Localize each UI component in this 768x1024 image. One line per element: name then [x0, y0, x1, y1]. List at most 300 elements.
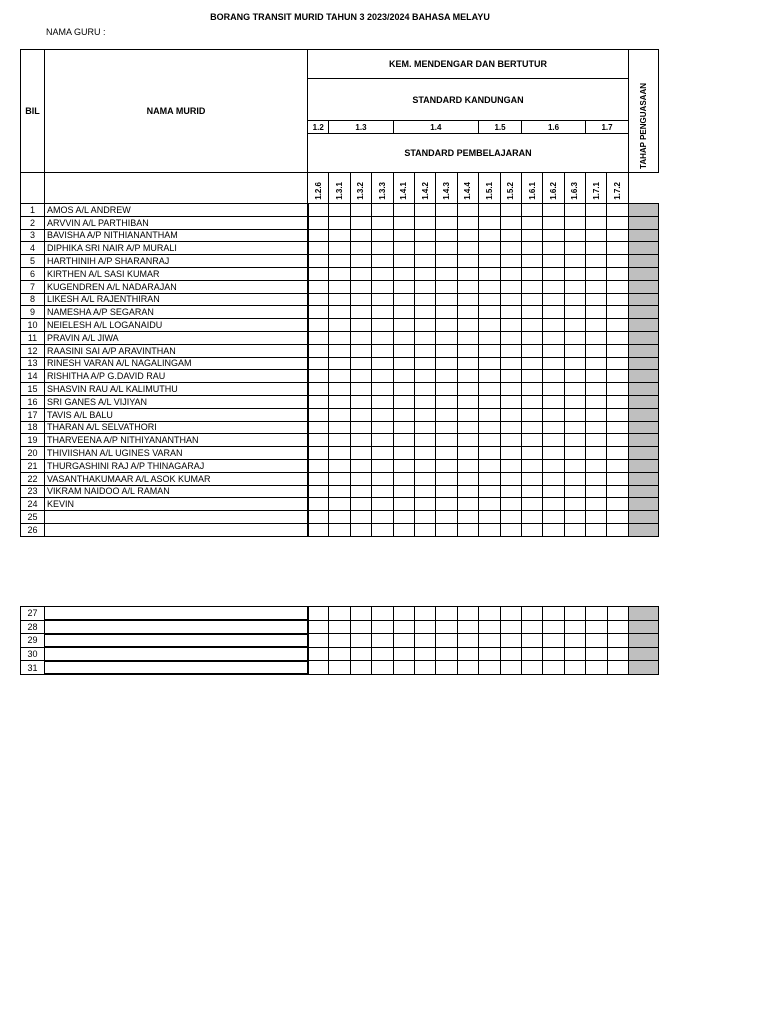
assessment-cell[interactable] [521, 293, 542, 306]
student-name[interactable]: SHASVIN RAU A/L KALIMUTHU [45, 383, 308, 396]
assessment-cell[interactable] [393, 306, 414, 319]
student-name[interactable] [45, 634, 308, 648]
assessment-cell[interactable] [457, 620, 478, 634]
assessment-cell[interactable] [393, 485, 414, 498]
assessment-cell[interactable] [521, 255, 542, 268]
assessment-cell[interactable] [414, 357, 435, 370]
assessment-cell[interactable] [479, 395, 500, 408]
assessment-cell[interactable] [479, 498, 500, 511]
assessment-cell[interactable] [393, 647, 414, 661]
assessment-cell[interactable] [500, 357, 521, 370]
assessment-cell[interactable] [393, 370, 414, 383]
assessment-cell[interactable] [308, 647, 329, 661]
assessment-cell[interactable] [607, 306, 628, 319]
assessment-cell[interactable] [393, 216, 414, 229]
assessment-cell[interactable] [308, 204, 329, 217]
assessment-cell[interactable] [500, 293, 521, 306]
assessment-cell[interactable] [329, 395, 350, 408]
assessment-cell[interactable] [372, 472, 393, 485]
assessment-cell[interactable] [457, 383, 478, 396]
assessment-cell[interactable] [308, 620, 329, 634]
student-name[interactable] [45, 661, 308, 675]
assessment-cell[interactable] [308, 370, 329, 383]
assessment-cell[interactable] [436, 661, 457, 675]
student-name[interactable]: KEVIN [45, 498, 308, 511]
assessment-cell[interactable] [479, 242, 500, 255]
assessment-cell[interactable] [308, 634, 329, 648]
assessment-cell[interactable] [329, 204, 350, 217]
assessment-cell[interactable] [372, 523, 393, 536]
assessment-cell[interactable] [372, 459, 393, 472]
assessment-cell[interactable] [543, 370, 564, 383]
assessment-cell[interactable] [329, 293, 350, 306]
assessment-cell[interactable] [543, 511, 564, 524]
tahap-penguasaan-cell[interactable] [628, 344, 658, 357]
assessment-cell[interactable] [607, 370, 628, 383]
assessment-cell[interactable] [521, 383, 542, 396]
assessment-cell[interactable] [329, 267, 350, 280]
assessment-cell[interactable] [414, 523, 435, 536]
assessment-cell[interactable] [436, 357, 457, 370]
assessment-cell[interactable] [457, 229, 478, 242]
assessment-cell[interactable] [414, 229, 435, 242]
assessment-cell[interactable] [564, 485, 585, 498]
assessment-cell[interactable] [393, 280, 414, 293]
assessment-cell[interactable] [586, 485, 607, 498]
assessment-cell[interactable] [414, 280, 435, 293]
assessment-cell[interactable] [500, 485, 521, 498]
student-name[interactable]: DIPHIKA SRI NAIR A/P MURALI [45, 242, 308, 255]
assessment-cell[interactable] [372, 647, 393, 661]
assessment-cell[interactable] [543, 485, 564, 498]
assessment-cell[interactable] [457, 293, 478, 306]
assessment-cell[interactable] [479, 447, 500, 460]
assessment-cell[interactable] [521, 229, 542, 242]
assessment-cell[interactable] [500, 383, 521, 396]
assessment-cell[interactable] [393, 498, 414, 511]
assessment-cell[interactable] [543, 267, 564, 280]
assessment-cell[interactable] [543, 661, 564, 675]
assessment-cell[interactable] [543, 523, 564, 536]
student-name[interactable]: THARVEENA A/P NITHIYANANTHAN [45, 434, 308, 447]
assessment-cell[interactable] [372, 634, 393, 648]
assessment-cell[interactable] [372, 485, 393, 498]
assessment-cell[interactable] [372, 229, 393, 242]
assessment-cell[interactable] [500, 408, 521, 421]
student-name[interactable]: HARTHINIH A/P SHARANRAJ [45, 255, 308, 268]
assessment-cell[interactable] [500, 229, 521, 242]
assessment-cell[interactable] [350, 331, 371, 344]
assessment-cell[interactable] [393, 204, 414, 217]
assessment-cell[interactable] [350, 306, 371, 319]
assessment-cell[interactable] [350, 229, 371, 242]
assessment-cell[interactable] [564, 498, 585, 511]
tahap-penguasaan-cell[interactable] [628, 485, 658, 498]
assessment-cell[interactable] [393, 293, 414, 306]
tahap-penguasaan-cell[interactable] [628, 620, 658, 634]
assessment-cell[interactable] [393, 242, 414, 255]
assessment-cell[interactable] [586, 498, 607, 511]
assessment-cell[interactable] [586, 620, 607, 634]
tahap-penguasaan-cell[interactable] [628, 370, 658, 383]
assessment-cell[interactable] [457, 447, 478, 460]
tahap-penguasaan-cell[interactable] [628, 472, 658, 485]
assessment-cell[interactable] [479, 634, 500, 648]
student-name[interactable]: SRI GANES A/L VIJIYAN [45, 395, 308, 408]
assessment-cell[interactable] [350, 383, 371, 396]
assessment-cell[interactable] [393, 511, 414, 524]
assessment-cell[interactable] [436, 647, 457, 661]
assessment-cell[interactable] [500, 523, 521, 536]
assessment-cell[interactable] [607, 242, 628, 255]
assessment-cell[interactable] [586, 383, 607, 396]
assessment-cell[interactable] [393, 472, 414, 485]
assessment-cell[interactable] [521, 319, 542, 332]
assessment-cell[interactable] [521, 280, 542, 293]
student-name[interactable]: THARAN A/L SELVATHORI [45, 421, 308, 434]
assessment-cell[interactable] [372, 447, 393, 460]
assessment-cell[interactable] [500, 242, 521, 255]
assessment-cell[interactable] [436, 331, 457, 344]
assessment-cell[interactable] [457, 485, 478, 498]
assessment-cell[interactable] [372, 255, 393, 268]
assessment-cell[interactable] [586, 434, 607, 447]
assessment-cell[interactable] [350, 498, 371, 511]
assessment-cell[interactable] [329, 511, 350, 524]
assessment-cell[interactable] [350, 242, 371, 255]
assessment-cell[interactable] [329, 319, 350, 332]
assessment-cell[interactable] [415, 661, 436, 675]
student-name[interactable] [45, 511, 308, 524]
assessment-cell[interactable] [436, 421, 457, 434]
assessment-cell[interactable] [436, 383, 457, 396]
assessment-cell[interactable] [607, 421, 628, 434]
assessment-cell[interactable] [607, 498, 628, 511]
assessment-cell[interactable] [329, 229, 350, 242]
assessment-cell[interactable] [308, 434, 329, 447]
assessment-cell[interactable] [372, 357, 393, 370]
assessment-cell[interactable] [586, 607, 607, 621]
assessment-cell[interactable] [308, 498, 329, 511]
student-name[interactable]: LIKESH A/L RAJENTHIRAN [45, 293, 308, 306]
assessment-cell[interactable] [350, 447, 371, 460]
assessment-cell[interactable] [607, 357, 628, 370]
assessment-cell[interactable] [521, 485, 542, 498]
tahap-penguasaan-cell[interactable] [628, 293, 658, 306]
assessment-cell[interactable] [372, 498, 393, 511]
assessment-cell[interactable] [329, 647, 350, 661]
tahap-penguasaan-cell[interactable] [628, 634, 658, 648]
assessment-cell[interactable] [500, 634, 521, 648]
assessment-cell[interactable] [479, 293, 500, 306]
assessment-cell[interactable] [414, 255, 435, 268]
assessment-cell[interactable] [543, 498, 564, 511]
assessment-cell[interactable] [457, 204, 478, 217]
assessment-cell[interactable] [329, 216, 350, 229]
assessment-cell[interactable] [414, 344, 435, 357]
tahap-penguasaan-cell[interactable] [628, 523, 658, 536]
assessment-cell[interactable] [543, 204, 564, 217]
assessment-cell[interactable] [329, 370, 350, 383]
assessment-cell[interactable] [564, 357, 585, 370]
assessment-cell[interactable] [308, 607, 329, 621]
assessment-cell[interactable] [543, 434, 564, 447]
assessment-cell[interactable] [521, 459, 542, 472]
tahap-penguasaan-cell[interactable] [628, 421, 658, 434]
assessment-cell[interactable] [393, 634, 414, 648]
assessment-cell[interactable] [329, 485, 350, 498]
assessment-cell[interactable] [521, 607, 542, 621]
assessment-cell[interactable] [350, 280, 371, 293]
assessment-cell[interactable] [436, 319, 457, 332]
student-name[interactable]: VASANTHAKUMAAR A/L ASOK KUMAR [45, 472, 308, 485]
assessment-cell[interactable] [308, 229, 329, 242]
assessment-cell[interactable] [308, 344, 329, 357]
assessment-cell[interactable] [586, 647, 607, 661]
assessment-cell[interactable] [543, 242, 564, 255]
assessment-cell[interactable] [372, 408, 393, 421]
assessment-cell[interactable] [308, 459, 329, 472]
assessment-cell[interactable] [329, 661, 350, 675]
assessment-cell[interactable] [415, 647, 436, 661]
assessment-cell[interactable] [607, 634, 628, 648]
assessment-cell[interactable] [500, 370, 521, 383]
assessment-cell[interactable] [457, 306, 478, 319]
assessment-cell[interactable] [372, 511, 393, 524]
assessment-cell[interactable] [521, 267, 542, 280]
assessment-cell[interactable] [564, 306, 585, 319]
assessment-cell[interactable] [372, 661, 393, 675]
student-name[interactable]: TAVIS A/L BALU [45, 408, 308, 421]
assessment-cell[interactable] [586, 421, 607, 434]
assessment-cell[interactable] [350, 319, 371, 332]
assessment-cell[interactable] [393, 229, 414, 242]
assessment-cell[interactable] [372, 242, 393, 255]
assessment-cell[interactable] [500, 204, 521, 217]
assessment-cell[interactable] [564, 267, 585, 280]
assessment-cell[interactable] [607, 383, 628, 396]
assessment-cell[interactable] [479, 647, 500, 661]
assessment-cell[interactable] [414, 434, 435, 447]
assessment-cell[interactable] [543, 620, 564, 634]
assessment-cell[interactable] [436, 498, 457, 511]
assessment-cell[interactable] [457, 395, 478, 408]
assessment-cell[interactable] [457, 255, 478, 268]
assessment-cell[interactable] [308, 255, 329, 268]
assessment-cell[interactable] [436, 229, 457, 242]
assessment-cell[interactable] [479, 620, 500, 634]
tahap-penguasaan-cell[interactable] [628, 267, 658, 280]
assessment-cell[interactable] [500, 511, 521, 524]
assessment-cell[interactable] [436, 523, 457, 536]
assessment-cell[interactable] [543, 319, 564, 332]
assessment-cell[interactable] [350, 204, 371, 217]
assessment-cell[interactable] [543, 634, 564, 648]
assessment-cell[interactable] [607, 485, 628, 498]
assessment-cell[interactable] [372, 620, 393, 634]
assessment-cell[interactable] [350, 255, 371, 268]
assessment-cell[interactable] [329, 459, 350, 472]
assessment-cell[interactable] [607, 293, 628, 306]
assessment-cell[interactable] [479, 383, 500, 396]
assessment-cell[interactable] [457, 280, 478, 293]
assessment-cell[interactable] [543, 607, 564, 621]
assessment-cell[interactable] [607, 408, 628, 421]
assessment-cell[interactable] [564, 511, 585, 524]
assessment-cell[interactable] [350, 620, 371, 634]
assessment-cell[interactable] [308, 293, 329, 306]
student-name[interactable]: ARVVIN A/L PARTHIBAN [45, 216, 308, 229]
assessment-cell[interactable] [607, 472, 628, 485]
assessment-cell[interactable] [564, 620, 585, 634]
assessment-cell[interactable] [329, 421, 350, 434]
assessment-cell[interactable] [414, 459, 435, 472]
assessment-cell[interactable] [457, 607, 478, 621]
assessment-cell[interactable] [436, 344, 457, 357]
assessment-cell[interactable] [415, 634, 436, 648]
assessment-cell[interactable] [457, 511, 478, 524]
assessment-cell[interactable] [607, 434, 628, 447]
assessment-cell[interactable] [607, 255, 628, 268]
assessment-cell[interactable] [350, 370, 371, 383]
assessment-cell[interactable] [500, 255, 521, 268]
assessment-cell[interactable] [586, 357, 607, 370]
assessment-cell[interactable] [564, 395, 585, 408]
assessment-cell[interactable] [393, 447, 414, 460]
assessment-cell[interactable] [414, 293, 435, 306]
assessment-cell[interactable] [393, 267, 414, 280]
student-name[interactable]: RINESH VARAN A/L NAGALINGAM [45, 357, 308, 370]
assessment-cell[interactable] [479, 255, 500, 268]
assessment-cell[interactable] [457, 344, 478, 357]
tahap-penguasaan-cell[interactable] [628, 216, 658, 229]
assessment-cell[interactable] [586, 459, 607, 472]
assessment-cell[interactable] [329, 620, 350, 634]
assessment-cell[interactable] [586, 472, 607, 485]
assessment-cell[interactable] [479, 267, 500, 280]
assessment-cell[interactable] [607, 216, 628, 229]
tahap-penguasaan-cell[interactable] [628, 242, 658, 255]
assessment-cell[interactable] [414, 472, 435, 485]
assessment-cell[interactable] [607, 395, 628, 408]
assessment-cell[interactable] [607, 620, 628, 634]
tahap-penguasaan-cell[interactable] [628, 383, 658, 396]
assessment-cell[interactable] [607, 267, 628, 280]
assessment-cell[interactable] [586, 661, 607, 675]
tahap-penguasaan-cell[interactable] [628, 255, 658, 268]
assessment-cell[interactable] [479, 357, 500, 370]
assessment-cell[interactable] [543, 255, 564, 268]
assessment-cell[interactable] [329, 523, 350, 536]
assessment-cell[interactable] [308, 383, 329, 396]
assessment-cell[interactable] [308, 331, 329, 344]
assessment-cell[interactable] [436, 472, 457, 485]
student-name[interactable]: BAVISHA A/P NITHIANANTHAM [45, 229, 308, 242]
assessment-cell[interactable] [372, 216, 393, 229]
assessment-cell[interactable] [586, 267, 607, 280]
assessment-cell[interactable] [586, 634, 607, 648]
assessment-cell[interactable] [350, 485, 371, 498]
assessment-cell[interactable] [329, 447, 350, 460]
assessment-cell[interactable] [436, 408, 457, 421]
assessment-cell[interactable] [586, 511, 607, 524]
assessment-cell[interactable] [543, 357, 564, 370]
student-name[interactable] [45, 607, 308, 621]
assessment-cell[interactable] [564, 319, 585, 332]
assessment-cell[interactable] [372, 319, 393, 332]
assessment-cell[interactable] [586, 242, 607, 255]
assessment-cell[interactable] [500, 421, 521, 434]
assessment-cell[interactable] [436, 293, 457, 306]
assessment-cell[interactable] [415, 620, 436, 634]
assessment-cell[interactable] [500, 607, 521, 621]
assessment-cell[interactable] [436, 511, 457, 524]
assessment-cell[interactable] [436, 485, 457, 498]
assessment-cell[interactable] [457, 421, 478, 434]
assessment-cell[interactable] [350, 357, 371, 370]
assessment-cell[interactable] [393, 661, 414, 675]
assessment-cell[interactable] [329, 607, 350, 621]
student-name[interactable]: THIVIISHAN A/L UGINES VARAN [45, 447, 308, 460]
assessment-cell[interactable] [414, 331, 435, 344]
assessment-cell[interactable] [457, 434, 478, 447]
assessment-cell[interactable] [521, 242, 542, 255]
assessment-cell[interactable] [543, 408, 564, 421]
assessment-cell[interactable] [564, 204, 585, 217]
assessment-cell[interactable] [457, 242, 478, 255]
assessment-cell[interactable] [564, 472, 585, 485]
assessment-cell[interactable] [586, 395, 607, 408]
tahap-penguasaan-cell[interactable] [628, 459, 658, 472]
assessment-cell[interactable] [308, 319, 329, 332]
assessment-cell[interactable] [607, 280, 628, 293]
assessment-cell[interactable] [329, 498, 350, 511]
assessment-cell[interactable] [607, 319, 628, 332]
assessment-cell[interactable] [393, 255, 414, 268]
assessment-cell[interactable] [329, 280, 350, 293]
assessment-cell[interactable] [414, 447, 435, 460]
assessment-cell[interactable] [479, 344, 500, 357]
assessment-cell[interactable] [308, 216, 329, 229]
assessment-cell[interactable] [479, 511, 500, 524]
tahap-penguasaan-cell[interactable] [628, 357, 658, 370]
assessment-cell[interactable] [521, 634, 542, 648]
student-name[interactable]: NAMESHA A/P SEGARAN [45, 306, 308, 319]
assessment-cell[interactable] [308, 242, 329, 255]
assessment-cell[interactable] [564, 280, 585, 293]
assessment-cell[interactable] [586, 293, 607, 306]
assessment-cell[interactable] [543, 447, 564, 460]
tahap-penguasaan-cell[interactable] [628, 280, 658, 293]
assessment-cell[interactable] [457, 523, 478, 536]
assessment-cell[interactable] [457, 459, 478, 472]
assessment-cell[interactable] [564, 331, 585, 344]
assessment-cell[interactable] [372, 306, 393, 319]
assessment-cell[interactable] [500, 331, 521, 344]
assessment-cell[interactable] [479, 370, 500, 383]
assessment-cell[interactable] [414, 306, 435, 319]
assessment-cell[interactable] [372, 395, 393, 408]
assessment-cell[interactable] [350, 661, 371, 675]
assessment-cell[interactable] [586, 229, 607, 242]
assessment-cell[interactable] [457, 634, 478, 648]
assessment-cell[interactable] [500, 447, 521, 460]
assessment-cell[interactable] [500, 620, 521, 634]
assessment-cell[interactable] [414, 383, 435, 396]
assessment-cell[interactable] [372, 344, 393, 357]
assessment-cell[interactable] [414, 498, 435, 511]
assessment-cell[interactable] [607, 331, 628, 344]
